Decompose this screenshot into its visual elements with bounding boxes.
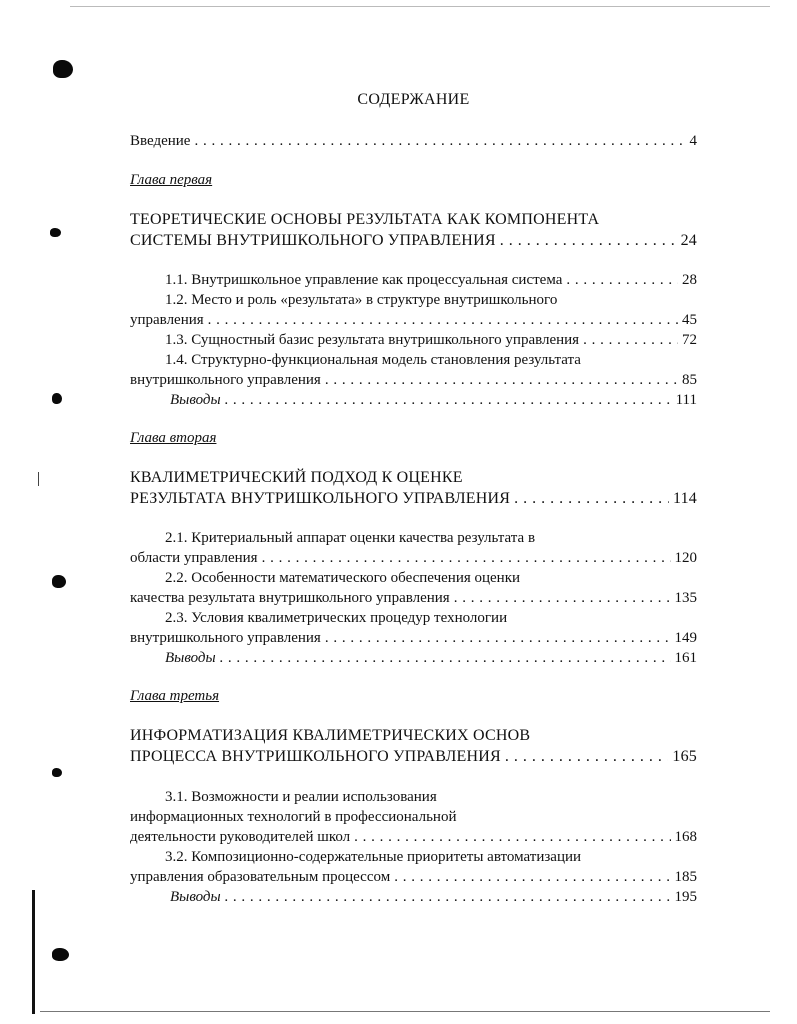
- toc-entry-label: Введение: [130, 133, 191, 149]
- chapter-title-line: ИНФОРМАТИЗАЦИЯ КВАЛИМЕТРИЧЕСКИХ ОСНОВ: [130, 727, 531, 744]
- toc-entry-section: [130, 827, 697, 847]
- section-title: 2.2. Особенности математического обеспечения оценки: [165, 570, 521, 586]
- leader-dots: [225, 390, 672, 410]
- leader-dots: [514, 489, 669, 509]
- leader-dots: [194, 131, 685, 151]
- toc-page-number: 4: [689, 133, 697, 149]
- toc-entry-chapter: [130, 489, 697, 509]
- leader-dots: [354, 827, 670, 847]
- toc-page-number: 85: [682, 372, 697, 388]
- punch-hole-mark: [50, 228, 61, 237]
- leader-dots: [225, 887, 671, 907]
- leader-dots: [208, 310, 678, 330]
- section-title: 2.1. Критериальный аппарат оценки качества результата в: [165, 530, 536, 546]
- section-title: 1.3. Сущностный базис результата внутришкольного управления: [165, 332, 580, 348]
- section-title: 1.2. Место и роль «результата» в структуре внутришкольного: [165, 292, 558, 308]
- chapter-heading: Глава первая: [130, 172, 213, 188]
- leader-dots: [220, 648, 671, 668]
- conclusion-label: Выводы: [165, 650, 216, 666]
- chapter-title-line: СИСТЕМЫ ВНУТРИШКОЛЬНОГО УПРАВЛЕНИЯ: [130, 232, 496, 249]
- scan-edge-bar: [32, 890, 35, 1014]
- conclusion-label: Выводы: [170, 889, 221, 905]
- toc-page-number: 111: [675, 392, 697, 408]
- leader-dots: [325, 370, 678, 390]
- punch-hole-mark: [52, 948, 69, 961]
- toc-entry-section: [130, 628, 697, 648]
- leader-dots: [262, 548, 671, 568]
- toc-page-number: 135: [674, 590, 697, 606]
- section-title: информационных технологий в профессиональной: [130, 809, 457, 825]
- toc-page-number: 195: [674, 889, 697, 905]
- scan-top-rule: [70, 6, 770, 7]
- toc-page-number: 149: [674, 630, 697, 646]
- section-title: 1.4. Структурно-функциональная модель становления результата: [165, 352, 581, 368]
- section-title: деятельности руководителей школ: [130, 829, 351, 845]
- section-title: внутришкольного управления: [130, 630, 321, 646]
- toc-page-number: 28: [682, 272, 697, 288]
- toc-entry-section: [130, 548, 697, 568]
- chapter-heading: Глава третья: [130, 688, 220, 704]
- toc-entry-section: [165, 270, 697, 290]
- leader-dots: [566, 270, 678, 290]
- toc-entry-chapter: [130, 231, 697, 251]
- section-title: управления образовательным процессом: [130, 869, 391, 885]
- toc-page-number: 165: [672, 748, 697, 765]
- section-title: управления: [130, 312, 204, 328]
- chapter-title-line: ТЕОРЕТИЧЕСКИЕ ОСНОВЫ РЕЗУЛЬТАТА КАК КОМПОНЕНТА: [130, 211, 600, 228]
- section-title: 2.3. Условия квалиметрических процедур технологии: [165, 610, 508, 626]
- toc-entry-section: [130, 867, 697, 887]
- section-title: качества результата внутришкольного управления: [130, 590, 450, 606]
- punch-hole-mark: [53, 60, 73, 78]
- section-title: 1.1. Внутришкольное управление как процессуальная система: [165, 272, 563, 288]
- toc-entry-section: [165, 330, 697, 350]
- leader-dots: [505, 747, 668, 767]
- punch-hole-mark: [52, 768, 62, 777]
- toc-page-number: 120: [674, 550, 697, 566]
- scan-edge-mark: [38, 472, 39, 486]
- leader-dots: [394, 867, 670, 887]
- toc-entry-chapter: [130, 747, 697, 767]
- toc-entry-section: [130, 310, 697, 330]
- chapter-heading: Глава вторая: [130, 430, 217, 446]
- punch-hole-mark: [52, 393, 62, 404]
- section-title: области управления: [130, 550, 258, 566]
- page-title: СОДЕРЖАНИЕ: [357, 91, 470, 108]
- conclusion-label: Выводы: [170, 392, 221, 408]
- toc-page-number: 161: [674, 650, 697, 666]
- chapter-title-line: РЕЗУЛЬТАТА ВНУТРИШКОЛЬНОГО УПРАВЛЕНИЯ: [130, 490, 511, 507]
- toc-page-number: 114: [672, 490, 697, 507]
- leader-dots: [325, 628, 671, 648]
- scan-bottom-rule: [40, 1011, 770, 1012]
- toc-page-number: 24: [680, 232, 697, 249]
- toc-page-number: 168: [674, 829, 697, 845]
- toc-page-number: 45: [682, 312, 697, 328]
- toc-entry-conclusion: [170, 887, 697, 907]
- chapter-title-line: ПРОЦЕССА ВНУТРИШКОЛЬНОГО УПРАВЛЕНИЯ: [130, 748, 501, 765]
- leader-dots: [454, 588, 671, 608]
- chapter-title-line: КВАЛИМЕТРИЧЕСКИЙ ПОДХОД К ОЦЕНКЕ: [130, 469, 463, 486]
- toc-entry-section: [130, 370, 697, 390]
- toc-entry-conclusion: [165, 648, 697, 668]
- toc-page-number: 185: [674, 869, 697, 885]
- section-title: внутришкольного управления: [130, 372, 321, 388]
- toc-entry-conclusion: [170, 390, 697, 410]
- section-title: 3.1. Возможности и реалии использования: [165, 789, 437, 805]
- punch-hole-mark: [52, 575, 66, 588]
- toc-entry-section: [130, 588, 697, 608]
- toc-page-number: 72: [682, 332, 697, 348]
- leader-dots: [500, 231, 677, 251]
- section-title: 3.2. Композиционно-содержательные приоритеты автоматизации: [165, 849, 582, 865]
- toc-entry-intro: [130, 131, 697, 151]
- leader-dots: [583, 330, 678, 350]
